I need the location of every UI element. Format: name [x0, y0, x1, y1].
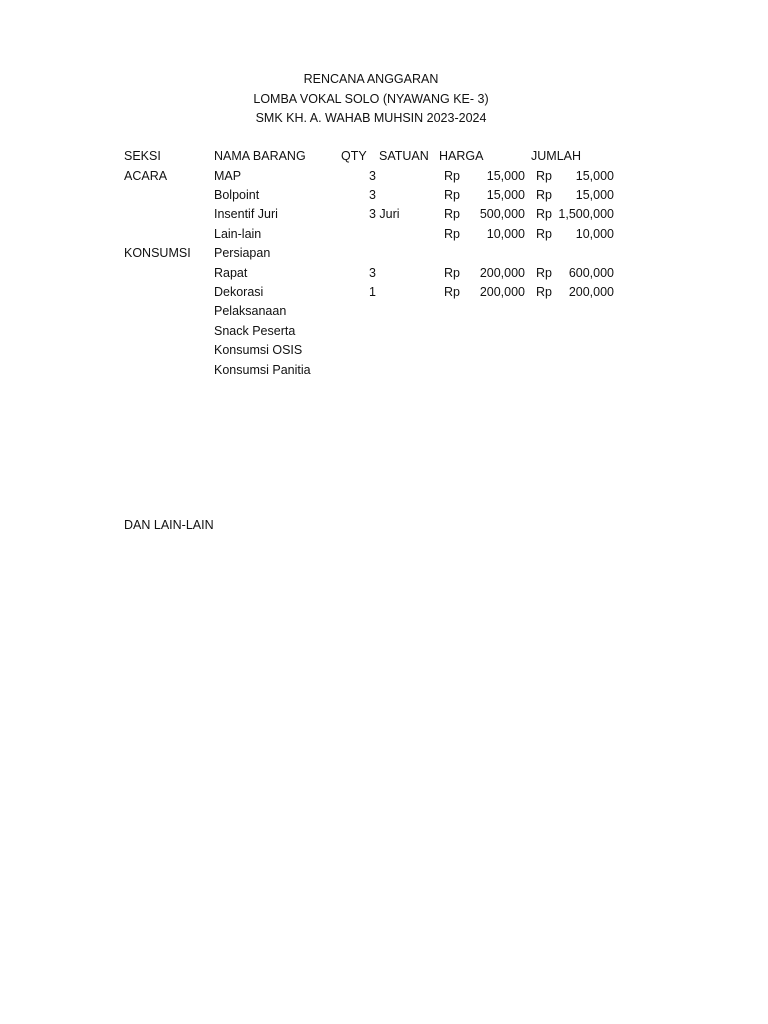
row-jumlah: 15,000 — [575, 168, 614, 183]
document-title — [0, 70, 742, 129]
row-jumlah: 600,000 — [568, 265, 614, 280]
title-line-3: SMK KH. A. WAHAB MUHSIN 2023-2024 — [255, 111, 487, 125]
table-row — [0, 341, 768, 360]
row-jumlah: 10,000 — [575, 226, 614, 241]
table-row — [0, 167, 768, 186]
row-nama-barang: Snack Peserta — [214, 323, 296, 338]
row-jumlah-currency: Rp — [536, 168, 552, 183]
header-jumlah: JUMLAH — [531, 149, 582, 163]
row-jumlah-currency: Rp — [536, 187, 552, 202]
row-nama-barang: Persiapan — [214, 246, 271, 261]
row-jumlah: 200,000 — [568, 284, 614, 299]
table-row — [0, 205, 768, 224]
row-qty: 1 — [369, 284, 376, 299]
table-row — [0, 186, 768, 205]
row-jumlah: 1,500,000 — [558, 207, 614, 222]
row-harga: 200,000 — [479, 265, 525, 280]
row-jumlah-currency: Rp — [536, 265, 552, 280]
row-harga-currency: Rp — [444, 187, 460, 202]
table-row — [0, 302, 768, 321]
row-qty: 3 — [369, 187, 376, 202]
title-line-1: RENCANA ANGGARAN — [303, 72, 439, 86]
row-nama-barang: Bolpoint — [214, 187, 260, 202]
row-nama-barang: Lain-lain — [214, 226, 262, 241]
table-row — [0, 225, 768, 244]
row-harga: 15,000 — [486, 187, 525, 202]
row-harga: 10,000 — [486, 226, 525, 241]
row-nama-barang: Pelaksanaan — [214, 304, 287, 319]
row-harga: 15,000 — [486, 168, 525, 183]
row-nama-barang: Dekorasi — [214, 284, 264, 299]
row-harga-currency: Rp — [444, 168, 460, 183]
row-seksi: ACARA — [124, 168, 168, 183]
row-jumlah-currency: Rp — [536, 207, 552, 222]
row-nama-barang: Insentif Juri — [214, 207, 278, 222]
row-qty: 3 Juri — [369, 207, 400, 222]
header-satuan: SATUAN — [379, 149, 429, 163]
header-harga: HARGA — [439, 149, 484, 163]
row-nama-barang: MAP — [214, 168, 242, 183]
title-line-2: LOMBA VOKAL SOLO (NYAWANG KE- 3) — [253, 91, 489, 106]
row-jumlah-currency: Rp — [536, 284, 552, 299]
header-seksi: SEKSI — [124, 149, 161, 163]
row-seksi: KONSUMSI — [124, 246, 191, 261]
row-harga-currency: Rp — [444, 284, 460, 299]
row-nama-barang: Rapat — [214, 265, 248, 280]
row-jumlah-currency: Rp — [536, 226, 552, 241]
footer-note: DAN LAIN-LAIN — [124, 518, 214, 532]
table-row — [0, 361, 768, 380]
row-nama-barang: Konsumsi Panitia — [214, 362, 311, 377]
table-row — [0, 264, 768, 283]
header-nama-barang: NAMA BARANG — [214, 149, 306, 163]
row-harga-currency: Rp — [444, 207, 460, 222]
row-harga-currency: Rp — [444, 265, 460, 280]
row-harga: 500,000 — [479, 207, 525, 222]
table-row — [0, 283, 768, 302]
row-harga-currency: Rp — [444, 226, 460, 241]
row-harga: 200,000 — [479, 284, 525, 299]
row-qty: 3 — [369, 168, 376, 183]
table-row — [0, 322, 768, 341]
table-row — [0, 244, 768, 263]
row-jumlah: 15,000 — [575, 187, 614, 202]
table-header — [0, 147, 768, 166]
row-qty: 3 — [369, 265, 376, 280]
header-qty: QTY — [341, 149, 367, 163]
row-nama-barang: Konsumsi OSIS — [214, 343, 303, 358]
